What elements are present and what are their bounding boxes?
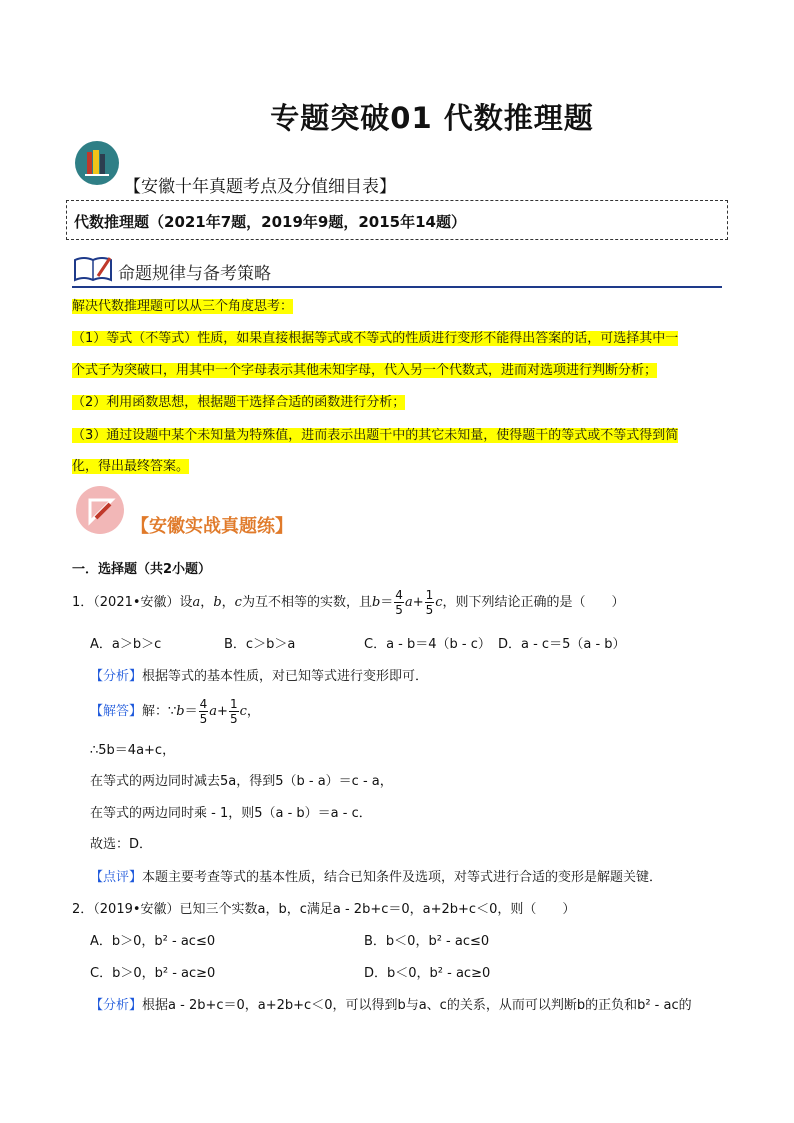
strategy-intro: 解决代数推理题可以从三个角度思考： [72,299,294,314]
comment-tag: 【点评】 [90,870,143,885]
notebook-pen-icon [72,254,114,288]
section1-heading: 一．选择题（共2小题） [72,562,212,577]
practice-heading: 【安徽实战真题练】 [131,516,293,537]
divider [72,286,722,288]
page-title: 专题突破01 代数推理题 [270,101,594,135]
books-icon [75,141,119,185]
q2-stem: 2．（2019•安徽）已知三个实数a，b，c满足a - 2b+c＝0，a+2b+c＜0，则（ ） [72,902,576,917]
exam-points-box [66,200,728,240]
q1-option-c: C．a - b＝4（b - c） [364,637,491,652]
strategy-p2: （2）利用函数思想，根据题干选择合适的函数进行分析； [72,395,406,410]
strategy-p3b: 化，得出最终答案。 [72,459,190,474]
answer-tag: 【解答】 [90,704,143,719]
q1-analysis: 【分析】根据等式的基本性质，对已知等式进行变形即可． [90,669,429,684]
strategy-p1a: （1）等式（不等式）性质，如果直接根据等式或不等式的性质进行变形不能得出答案的话，可选择其中一 [72,331,679,346]
q1-step1: ∴5b＝4a+c， [90,743,176,758]
q1-stem: 1．（2021•安徽）设a，b，c为互不相等的实数，且b＝ $\frac{4}{5}$ a+ $\frac{1}{5}$ c，则下列结论正确的是（ ） [72,588,625,617]
pencil-ruler-icon [76,486,124,534]
strategy-heading: 命题规律与备考策略 [118,264,271,284]
q1-step4: 故选：D． [90,837,153,852]
q1-option-a: A．a＞b＞c [90,637,162,652]
strategy-p3a: （3）通过设题中某个未知量为特殊值，进而表示出题干中的其它未知量，使得题干的等式或不等式得到简 [72,428,679,443]
q2-option-b: B．b＜0，b² - ac≤0 [364,934,490,949]
strategy-p1b: 个式子为突破口，用其中一个字母表示其他未知字母，代入另一个代数式，进而对选项进行判断分析； [72,363,658,378]
q1-step2: 在等式的两边同时减去5a，得到5（b - a）＝c - a， [90,774,393,789]
q1-answer: 【解答】解：∵b＝ $\frac{4}{5}$ a+ $\frac{1}{5}$ c， [90,697,260,726]
q2-option-c: C．b＞0，b² - ac≥0 [90,966,216,981]
analysis-tag: 【分析】 [90,998,143,1013]
section-heading: 【安徽十年真题考点及分值细目表】 [124,177,396,197]
q1-option-d: D．a - c＝5（a - b） [498,637,626,652]
q2-analysis: 【分析】根据a - 2b+c＝0，a+2b+c＜0，可以得到b与a、c的关系，从而可以判断b的正负和b² - ac的 [90,998,692,1013]
q2-option-d: D．b＜0，b² - ac≥0 [364,966,491,981]
q1-option-b: B．c＞b＞a [224,637,296,652]
exam-points-text: 代数推理题（2021年7题，2019年9题，2015年14题） [74,213,466,231]
q2-option-a: A．b＞0，b² - ac≤0 [90,934,216,949]
q1-comment: 【点评】本题主要考查等式的基本性质，结合已知条件及选项，对等式进行合适的变形是解题关键． [90,870,663,885]
q1-step3: 在等式的两边同时乘 - 1，则5（a - b）＝a - c． [90,806,372,821]
analysis-tag: 【分析】 [90,669,143,684]
